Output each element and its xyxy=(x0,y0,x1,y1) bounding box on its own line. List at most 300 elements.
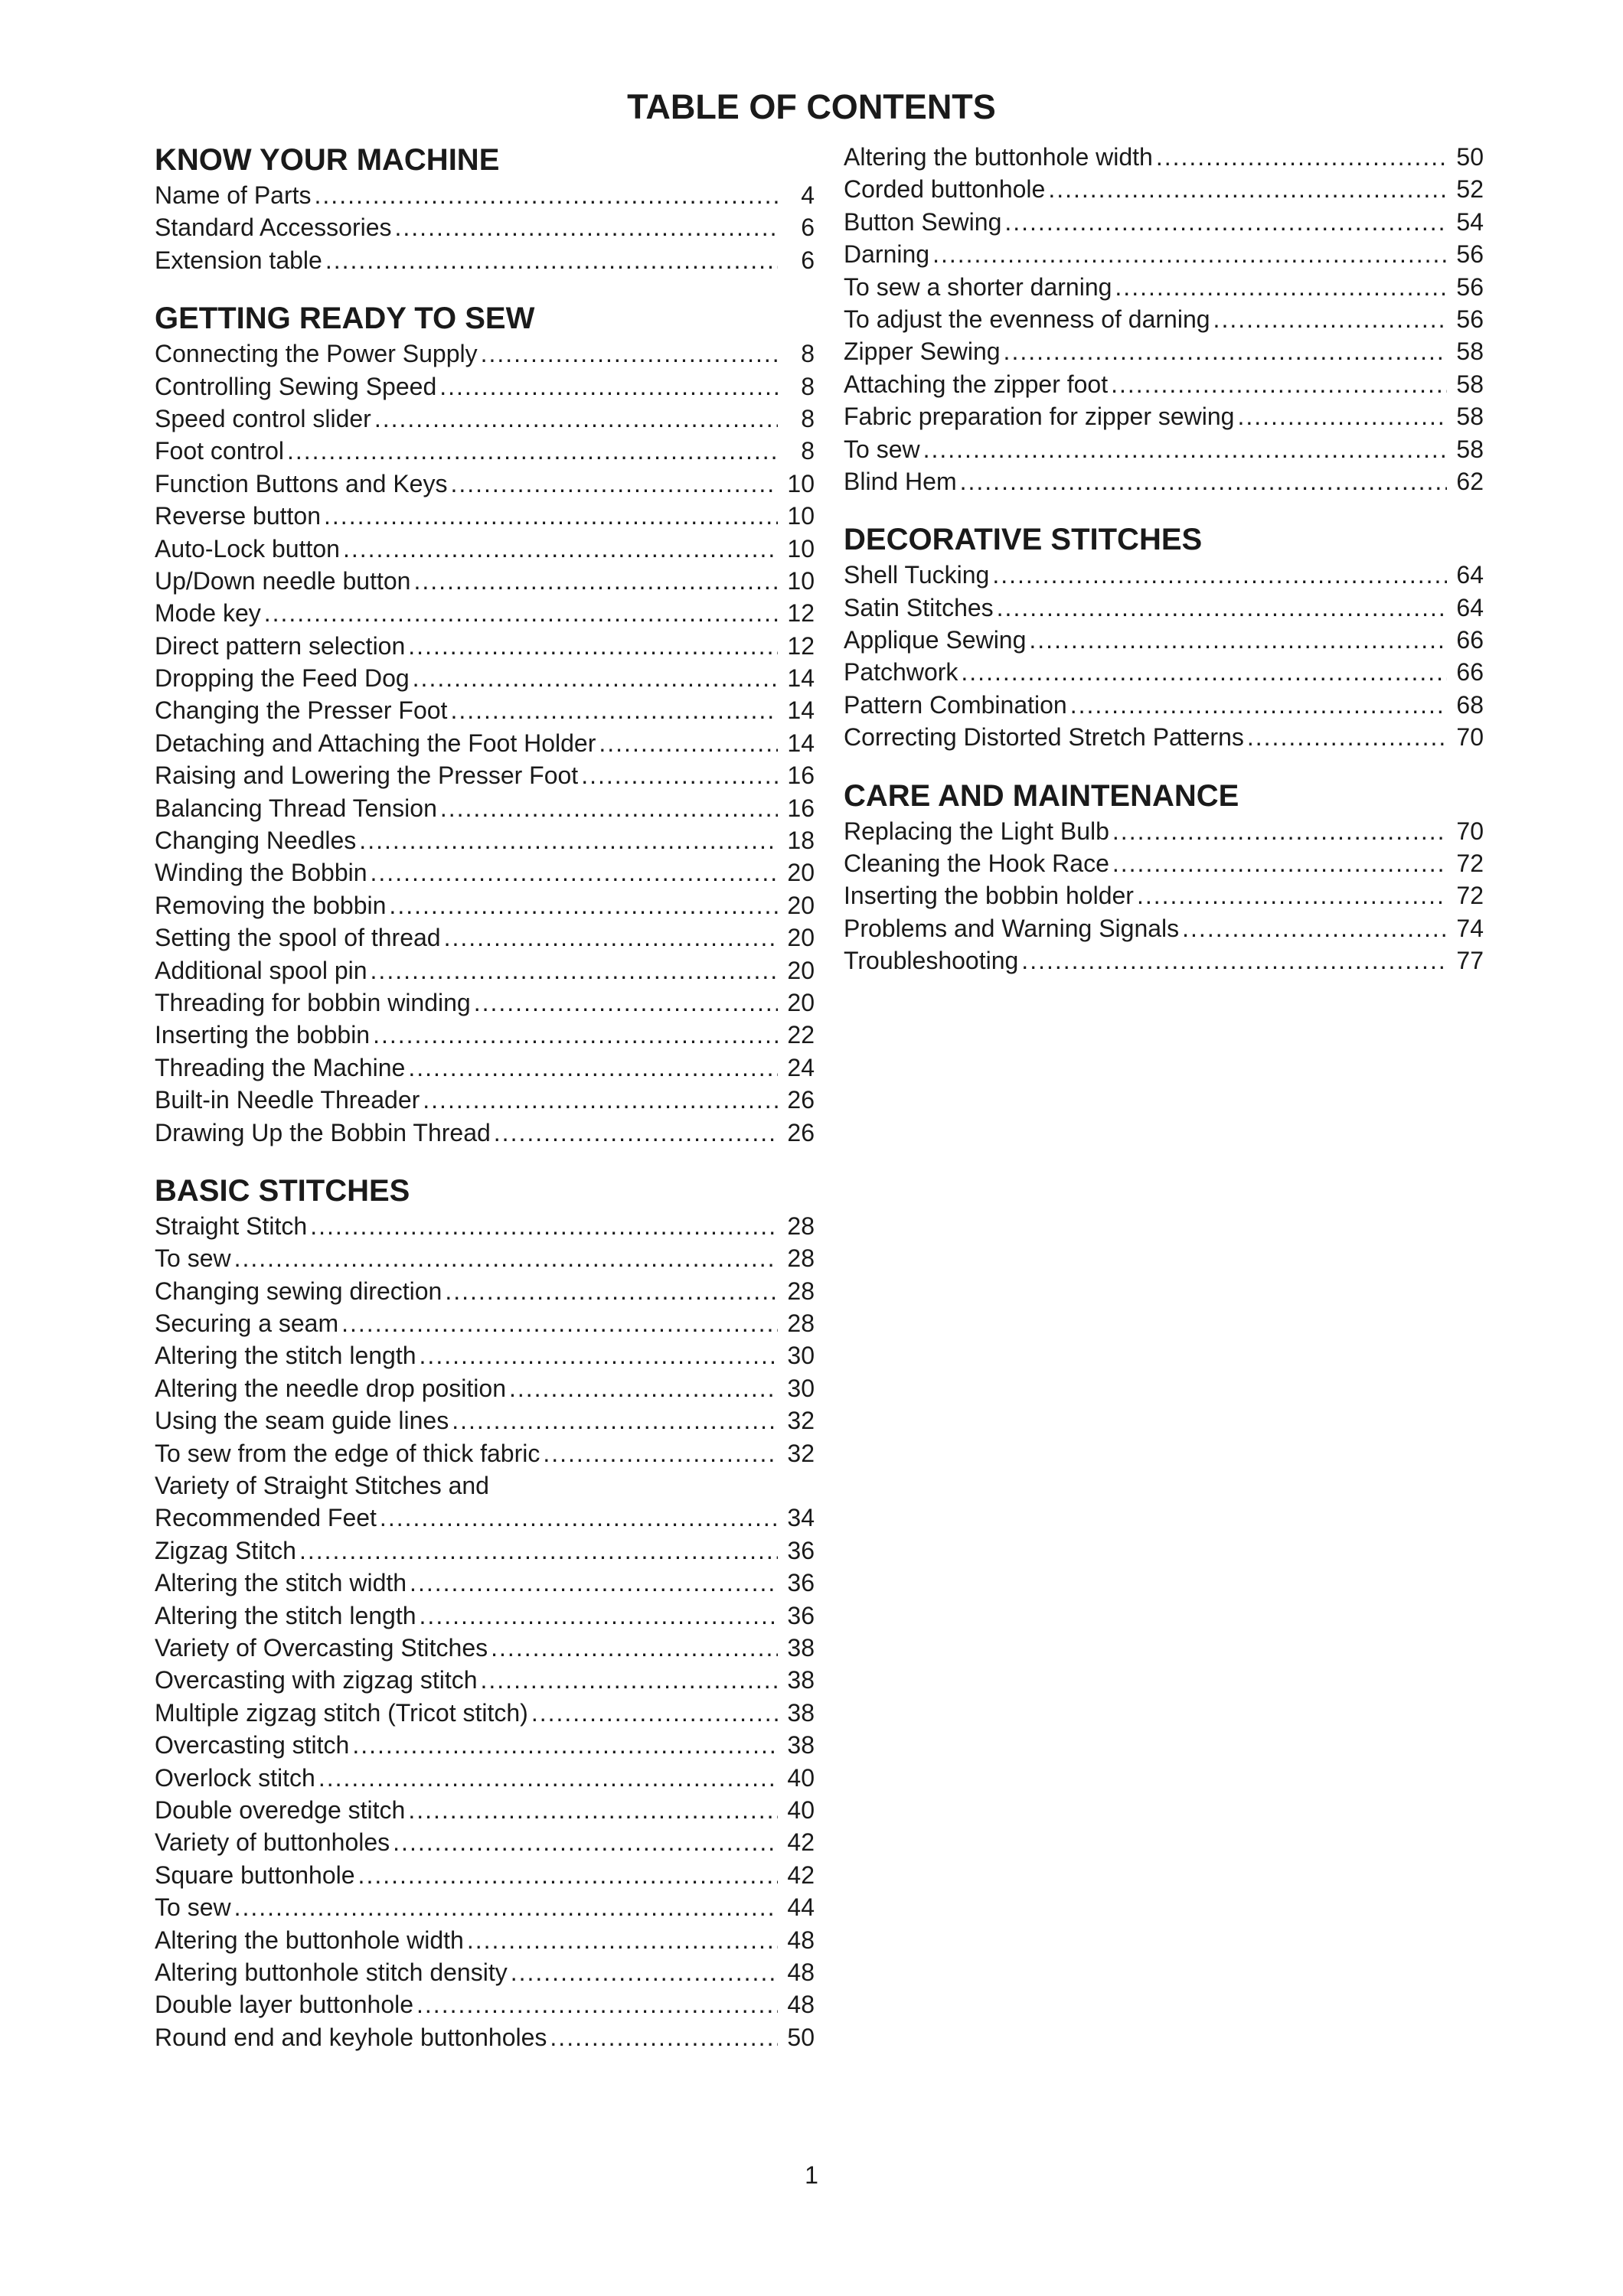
toc-entry-page: 26 xyxy=(787,1086,815,1114)
toc-entry-page: 56 xyxy=(1456,240,1484,269)
toc-entry[interactable] xyxy=(155,662,815,694)
toc-entry[interactable] xyxy=(155,1502,815,1534)
toc-entry-title: Altering the buttonhole width xyxy=(844,142,1153,171)
toc-entry-page: 38 xyxy=(787,1634,815,1662)
dot-leader xyxy=(509,1372,778,1404)
toc-entry[interactable] xyxy=(844,206,1484,238)
toc-entry-page: 12 xyxy=(787,599,815,628)
toc-entry[interactable] xyxy=(155,211,815,243)
toc-entry-title: Altering the needle drop position xyxy=(155,1374,506,1402)
dot-leader xyxy=(234,1891,778,1923)
toc-entry[interactable] xyxy=(155,630,815,662)
toc-entry-title: To sew from the edge of thick fabric xyxy=(155,1439,540,1467)
toc-entry[interactable] xyxy=(155,597,815,629)
dot-leader xyxy=(299,1534,778,1567)
dot-leader xyxy=(1156,141,1447,173)
dot-leader xyxy=(961,656,1447,688)
toc-entry-title: To adjust the evenness of darning xyxy=(844,305,1210,333)
toc-entry[interactable] xyxy=(155,1891,815,1923)
toc-section-care-and-maintenance xyxy=(844,777,1484,977)
toc-left-column xyxy=(155,141,815,2053)
toc-entry-page: 28 xyxy=(787,1277,815,1305)
toc-entry-title: Altering the buttonhole width xyxy=(155,1926,464,1954)
dot-leader xyxy=(408,630,778,662)
dot-leader xyxy=(389,889,778,921)
toc-entry[interactable] xyxy=(155,1242,815,1274)
toc-entry-page: 28 xyxy=(787,1244,815,1273)
toc-entry[interactable] xyxy=(155,1988,815,2020)
toc-entry-page: 18 xyxy=(787,827,815,855)
dot-leader xyxy=(494,1117,778,1149)
dot-leader xyxy=(543,1437,778,1469)
toc-entry[interactable] xyxy=(155,1956,815,1988)
toc-entry[interactable] xyxy=(844,815,1484,847)
toc-entry[interactable] xyxy=(155,2021,815,2053)
dot-leader xyxy=(343,533,778,565)
toc-entry-page: 8 xyxy=(801,437,815,465)
dot-leader xyxy=(1247,721,1447,753)
toc-entry-page: 32 xyxy=(787,1407,815,1435)
toc-entry-title: Troubleshooting xyxy=(844,947,1019,975)
toc-entry-title: Drawing Up the Bobbin Thread xyxy=(155,1118,491,1146)
dot-leader xyxy=(1112,815,1447,847)
dot-leader xyxy=(923,433,1447,465)
toc-entry[interactable] xyxy=(155,1632,815,1664)
toc-entry-title: Inserting the bobbin xyxy=(155,1021,371,1049)
toc-entry-page: 50 xyxy=(1456,142,1484,171)
toc-entry-page: 12 xyxy=(787,631,815,660)
toc-entry-title: Function Buttons and Keys xyxy=(155,469,448,497)
dot-leader xyxy=(374,403,778,435)
section-heading: DECORATIVE STITCHES xyxy=(844,523,1203,557)
toc-entry-page: 74 xyxy=(1456,914,1484,942)
toc-entry-page: 66 xyxy=(1456,658,1484,687)
toc-entry[interactable] xyxy=(844,879,1484,912)
toc-entry[interactable] xyxy=(155,1307,815,1339)
dot-leader xyxy=(352,1729,778,1761)
toc-entry-page: 70 xyxy=(1456,723,1484,752)
toc-entry-title: Replacing the Light Bulb xyxy=(844,817,1109,845)
dot-leader xyxy=(997,592,1447,624)
toc-entry-title: Recommended Feet xyxy=(155,1504,377,1532)
toc-entry-title: Raising and Lowering the Presser Foot xyxy=(155,762,579,790)
toc-entry[interactable] xyxy=(844,465,1484,497)
toc-entry-title: Round end and keyhole buttonholes xyxy=(155,2023,547,2051)
toc-entry-page: 10 xyxy=(787,502,815,530)
toc-entry-title: Patchwork xyxy=(844,658,958,687)
toc-entry[interactable] xyxy=(155,244,815,276)
toc-entry[interactable] xyxy=(844,944,1484,977)
toc-entry-page: 42 xyxy=(787,1861,815,1889)
dot-leader xyxy=(444,921,778,954)
toc-entry-page: 62 xyxy=(1456,467,1484,495)
dot-leader xyxy=(410,1567,778,1599)
dot-leader xyxy=(1237,400,1447,432)
toc-entry[interactable] xyxy=(844,141,1484,173)
toc-entry-page: 42 xyxy=(787,1828,815,1857)
toc-entry-page: 16 xyxy=(787,794,815,822)
toc-entry[interactable] xyxy=(155,1826,815,1858)
toc-entry-page: 16 xyxy=(787,762,815,790)
toc-entry-title: Zigzag Stitch xyxy=(155,1536,296,1564)
section-heading: BASIC STITCHES xyxy=(155,1173,410,1208)
toc-entry[interactable] xyxy=(155,856,815,889)
toc-entry-title: To sew xyxy=(155,1893,231,1922)
toc-entry-page: 14 xyxy=(787,664,815,693)
dot-leader xyxy=(550,2021,778,2053)
dot-leader xyxy=(371,954,778,987)
section-heading: CARE AND MAINTENANCE xyxy=(844,778,1239,813)
toc-entry-page: 58 xyxy=(1456,370,1484,398)
toc-entry-title: Blind Hem xyxy=(844,467,957,495)
toc-entry-title: Overlock stitch xyxy=(155,1763,315,1792)
toc-entry-title: Overcasting with zigzag stitch xyxy=(155,1666,478,1694)
toc-entry-page: 28 xyxy=(787,1309,815,1338)
dot-leader xyxy=(992,559,1447,591)
dot-leader xyxy=(445,1275,778,1307)
toc-entry-page: 30 xyxy=(787,1374,815,1402)
toc-entry[interactable] xyxy=(155,565,815,597)
toc-entry-title: Detaching and Attaching the Foot Holder xyxy=(155,729,596,757)
dot-leader xyxy=(1111,368,1447,400)
toc-entry[interactable] xyxy=(844,721,1484,753)
toc-entry-title: Shell Tucking xyxy=(844,561,990,589)
toc-entry-title: Fabric preparation for zipper sewing xyxy=(844,403,1235,431)
toc-entry-title: To sew xyxy=(155,1244,231,1273)
toc-entry-page: 40 xyxy=(787,1763,815,1792)
toc-entry[interactable] xyxy=(155,500,815,532)
dot-leader xyxy=(395,211,779,243)
toc-entry-title: To sew xyxy=(844,435,920,463)
toc-entry-page: 66 xyxy=(1456,626,1484,654)
toc-entry-page: 4 xyxy=(801,181,815,209)
dot-leader xyxy=(1021,944,1447,977)
toc-entry[interactable] xyxy=(155,759,815,791)
toc-entry[interactable] xyxy=(155,370,815,403)
toc-section-continued xyxy=(844,141,1484,497)
toc-section-getting-ready-to-sew xyxy=(155,299,815,1149)
toc-entry-title: Pattern Combination xyxy=(844,690,1067,719)
dot-leader xyxy=(511,1956,778,1988)
toc-entry[interactable] xyxy=(155,1340,815,1372)
toc-entry-title: Attaching the zipper foot xyxy=(844,370,1109,398)
dot-leader xyxy=(1048,173,1447,205)
dot-leader xyxy=(318,1762,778,1794)
toc-entry-page: 10 xyxy=(787,566,815,595)
dot-leader xyxy=(324,500,778,532)
toc-entry-title: Altering buttonhole stitch density xyxy=(155,1958,508,1986)
toc-entry-page: 36 xyxy=(787,1601,815,1629)
toc-entry-page: 58 xyxy=(1456,403,1484,431)
toc-entry-title: Dropping the Feed Dog xyxy=(155,664,410,693)
toc-entry-title: Inserting the bobbin holder xyxy=(844,882,1134,910)
toc-entry[interactable] xyxy=(844,400,1484,432)
toc-entry-page: 6 xyxy=(801,246,815,274)
toc-entry-title: Satin Stitches xyxy=(844,593,994,621)
toc-entry-page: 36 xyxy=(787,1536,815,1564)
toc-entry-page: 20 xyxy=(787,891,815,919)
toc-entry-page: 10 xyxy=(787,469,815,497)
toc-entry-page: 20 xyxy=(787,859,815,887)
toc-entry[interactable] xyxy=(155,1762,815,1794)
dot-leader xyxy=(359,824,778,856)
toc-entry[interactable] xyxy=(155,987,815,1019)
dot-leader xyxy=(450,694,778,726)
dot-leader xyxy=(413,662,778,694)
dot-leader xyxy=(581,759,778,791)
dot-leader xyxy=(325,244,778,276)
dot-leader xyxy=(287,435,778,467)
toc-entry[interactable] xyxy=(155,1437,815,1469)
toc-entry-page: 38 xyxy=(787,1731,815,1760)
toc-entry-title: Setting the spool of thread xyxy=(155,924,441,952)
dot-leader xyxy=(452,1404,778,1437)
toc-entry-title: Cleaning the Hook Race xyxy=(844,850,1109,878)
toc-entry-page: 52 xyxy=(1456,175,1484,204)
dot-leader xyxy=(341,1307,778,1339)
dot-leader xyxy=(1115,271,1447,303)
toc-entry-title: Variety of Straight Stitches and xyxy=(155,1472,489,1500)
toc-entry-title: Up/Down needle button xyxy=(155,566,411,595)
toc-entry-title: Direct pattern selection xyxy=(155,631,406,660)
toc-entry[interactable] xyxy=(844,271,1484,303)
toc-entry[interactable] xyxy=(155,533,815,565)
toc-entry[interactable] xyxy=(844,335,1484,367)
toc-entry-page: 22 xyxy=(787,1021,815,1049)
toc-entry-title: Using the seam guide lines xyxy=(155,1407,449,1435)
dot-leader xyxy=(481,1664,779,1696)
toc-entry-page: 44 xyxy=(787,1893,815,1922)
toc-entry[interactable] xyxy=(155,1794,815,1826)
toc-entry-title: Correcting Distorted Stretch Patterns xyxy=(844,723,1244,752)
toc-entry-title: Standard Accessories xyxy=(155,214,392,242)
toc-entry[interactable] xyxy=(155,1052,815,1084)
dot-leader xyxy=(393,1826,778,1858)
toc-entry[interactable] xyxy=(844,624,1484,656)
toc-entry-title: Auto-Lock button xyxy=(155,534,340,563)
dot-leader xyxy=(416,1988,778,2020)
toc-section-know-your-machine xyxy=(155,141,815,276)
toc-entry[interactable] xyxy=(155,889,815,921)
toc-entry[interactable] xyxy=(155,1729,815,1761)
toc-entry-title: Square buttonhole xyxy=(155,1861,355,1889)
toc-entry-page: 30 xyxy=(787,1342,815,1370)
toc-entry-page: 40 xyxy=(787,1795,815,1824)
toc-entry-page: 68 xyxy=(1456,690,1484,719)
toc-entry-title: Additional spool pin xyxy=(155,956,367,984)
toc-entry[interactable] xyxy=(844,303,1484,335)
toc-entry[interactable] xyxy=(155,1567,815,1599)
dot-leader xyxy=(474,987,778,1019)
dot-leader xyxy=(450,468,778,500)
toc-entry[interactable] xyxy=(155,1372,815,1404)
toc-entry[interactable] xyxy=(844,912,1484,944)
toc-entry-page: 50 xyxy=(787,2023,815,2051)
toc-entry-title: Reverse button xyxy=(155,502,322,530)
toc-entry[interactable] xyxy=(155,727,815,759)
dot-leader xyxy=(1137,879,1447,912)
toc-entry-page: 6 xyxy=(801,214,815,242)
section-heading: GETTING READY TO SEW xyxy=(155,302,535,336)
toc-entry-title: Controlling Sewing Speed xyxy=(155,372,437,400)
dot-leader xyxy=(373,1019,778,1051)
toc-entry-page: 24 xyxy=(787,1053,815,1081)
toc-entry[interactable] xyxy=(155,1924,815,1956)
dot-leader xyxy=(440,792,778,824)
dot-leader xyxy=(1213,303,1447,335)
toc-entry-title: Winding the Bobbin xyxy=(155,859,367,887)
toc-entry-title: Connecting the Power Supply xyxy=(155,340,478,368)
toc-entry-page: 64 xyxy=(1456,593,1484,621)
toc-entry[interactable] xyxy=(155,1404,815,1437)
dot-leader xyxy=(358,1859,778,1891)
toc-entry-title: Button Sewing xyxy=(844,207,1002,236)
toc-entry-page: 20 xyxy=(787,988,815,1016)
toc-entry-page: 38 xyxy=(787,1666,815,1694)
toc-entry[interactable] xyxy=(155,694,815,726)
toc-entry[interactable] xyxy=(155,1859,815,1891)
toc-entry-title: Variety of Overcasting Stitches xyxy=(155,1634,488,1662)
dot-leader xyxy=(960,465,1447,497)
toc-entry-page: 8 xyxy=(801,372,815,400)
toc-entry-page: 54 xyxy=(1456,207,1484,236)
toc-entry-title: Altering the stitch width xyxy=(155,1569,407,1597)
toc-entry-page: 56 xyxy=(1456,305,1484,333)
dot-leader xyxy=(491,1632,778,1664)
toc-entry-page: 56 xyxy=(1456,272,1484,301)
dot-leader xyxy=(420,1600,778,1632)
toc-entry-page: 64 xyxy=(1456,561,1484,589)
toc-entry-title: To sew a shorter darning xyxy=(844,272,1112,301)
toc-entry[interactable] xyxy=(155,1084,815,1116)
toc-entry-title: Securing a seam xyxy=(155,1309,339,1338)
toc-entry-page: 48 xyxy=(787,1991,815,2019)
toc-entry-title: Balancing Thread Tension xyxy=(155,794,437,822)
toc-entry-title: Double layer buttonhole xyxy=(155,1991,414,2019)
toc-entry[interactable] xyxy=(844,238,1484,270)
toc-entry-page: 70 xyxy=(1456,817,1484,845)
dot-leader xyxy=(1029,624,1447,656)
toc-entry-title: Altering the stitch length xyxy=(155,1601,416,1629)
toc-entry[interactable] xyxy=(155,1469,815,1502)
dot-leader xyxy=(1182,912,1447,944)
toc-section-basic-stitches xyxy=(155,1172,815,2053)
toc-entry[interactable] xyxy=(155,954,815,987)
toc-entry-title: Darning xyxy=(844,240,930,269)
toc-entry-page: 26 xyxy=(787,1118,815,1146)
dot-leader xyxy=(1112,847,1447,879)
toc-entry-page: 34 xyxy=(787,1504,815,1532)
toc-entry-page: 20 xyxy=(787,956,815,984)
toc-entry[interactable] xyxy=(155,1600,815,1632)
toc-entry-page: 20 xyxy=(787,924,815,952)
toc-entry-title: Changing Needles xyxy=(155,827,357,855)
toc-entry-title: Double overedge stitch xyxy=(155,1795,406,1824)
toc-entry[interactable] xyxy=(155,403,815,435)
dot-leader xyxy=(315,179,778,211)
section-heading: KNOW YOUR MACHINE xyxy=(155,143,500,177)
toc-entry-title: Straight Stitch xyxy=(155,1212,308,1240)
dot-leader xyxy=(1004,335,1447,367)
toc-entry-title: Overcasting stitch xyxy=(155,1731,350,1760)
toc-entry-title: Zipper Sewing xyxy=(844,338,1001,366)
toc-entry-title: Corded buttonhole xyxy=(844,175,1046,204)
toc-entry[interactable] xyxy=(155,179,815,211)
toc-entry[interactable] xyxy=(155,1019,815,1051)
toc-entry[interactable] xyxy=(844,656,1484,688)
dot-leader xyxy=(264,597,778,629)
dot-leader xyxy=(1004,206,1447,238)
dot-leader xyxy=(1070,689,1447,721)
toc-entry[interactable] xyxy=(155,338,815,370)
toc-entry-title: Threading for bobbin winding xyxy=(155,988,471,1016)
toc-entry-title: Changing the Presser Foot xyxy=(155,696,448,725)
toc-entry[interactable] xyxy=(155,921,815,954)
dot-leader xyxy=(234,1242,778,1274)
toc-entry-page: 48 xyxy=(787,1926,815,1954)
toc-entry-page: 48 xyxy=(787,1958,815,1986)
toc-entry[interactable] xyxy=(155,468,815,500)
toc-right-column xyxy=(844,141,1484,977)
toc-entry[interactable] xyxy=(155,1534,815,1567)
toc-entry[interactable] xyxy=(155,435,815,467)
toc-entry-title: Removing the bobbin xyxy=(155,891,387,919)
toc-entry-title: Altering the stitch length xyxy=(155,1342,416,1370)
toc-entry-title: Built-in Needle Threader xyxy=(155,1086,420,1114)
dot-leader xyxy=(413,565,778,597)
dot-leader xyxy=(408,1052,778,1084)
toc-entry-page: 77 xyxy=(1456,947,1484,975)
toc-entry[interactable] xyxy=(844,689,1484,721)
toc-entry-page: 28 xyxy=(787,1212,815,1240)
toc-entry[interactable] xyxy=(844,847,1484,879)
toc-entry[interactable] xyxy=(155,1697,815,1729)
toc-entry-title: Problems and Warning Signals xyxy=(844,914,1180,942)
toc-entry[interactable] xyxy=(844,433,1484,465)
dot-leader xyxy=(481,338,778,370)
dot-leader xyxy=(599,727,778,759)
toc-entry-page: 14 xyxy=(787,729,815,757)
dot-leader xyxy=(380,1502,778,1534)
toc-entry-page: 10 xyxy=(787,534,815,563)
toc-entry-title: Extension table xyxy=(155,246,322,274)
dot-leader xyxy=(371,856,778,889)
toc-entry[interactable] xyxy=(844,592,1484,624)
toc-entry-page: 58 xyxy=(1456,435,1484,463)
toc-entry-title: Variety of buttonholes xyxy=(155,1828,390,1857)
toc-entry-title: Mode key xyxy=(155,599,261,628)
toc-entry[interactable] xyxy=(155,1664,815,1696)
toc-entry-page: 38 xyxy=(787,1698,815,1727)
toc-entry[interactable] xyxy=(155,824,815,856)
toc-entry-title: Applique Sewing xyxy=(844,626,1027,654)
dot-leader xyxy=(932,238,1447,270)
toc-entry[interactable] xyxy=(155,1117,815,1149)
toc-entry-title: Foot control xyxy=(155,437,284,465)
toc-entry[interactable] xyxy=(155,1275,815,1307)
page-title: TABLE OF CONTENTS xyxy=(627,87,996,126)
toc-entry-page: 72 xyxy=(1456,850,1484,878)
toc-entry[interactable] xyxy=(155,792,815,824)
toc-entry[interactable] xyxy=(155,1210,815,1242)
toc-entry[interactable] xyxy=(844,368,1484,400)
toc-entry-title: Changing sewing direction xyxy=(155,1277,442,1305)
toc-entry[interactable] xyxy=(844,173,1484,205)
toc-entry-title: Name of Parts xyxy=(155,181,312,209)
toc-entry[interactable] xyxy=(844,559,1484,591)
toc-section-decorative-stitches xyxy=(844,520,1484,753)
toc-entry-page: 14 xyxy=(787,696,815,725)
